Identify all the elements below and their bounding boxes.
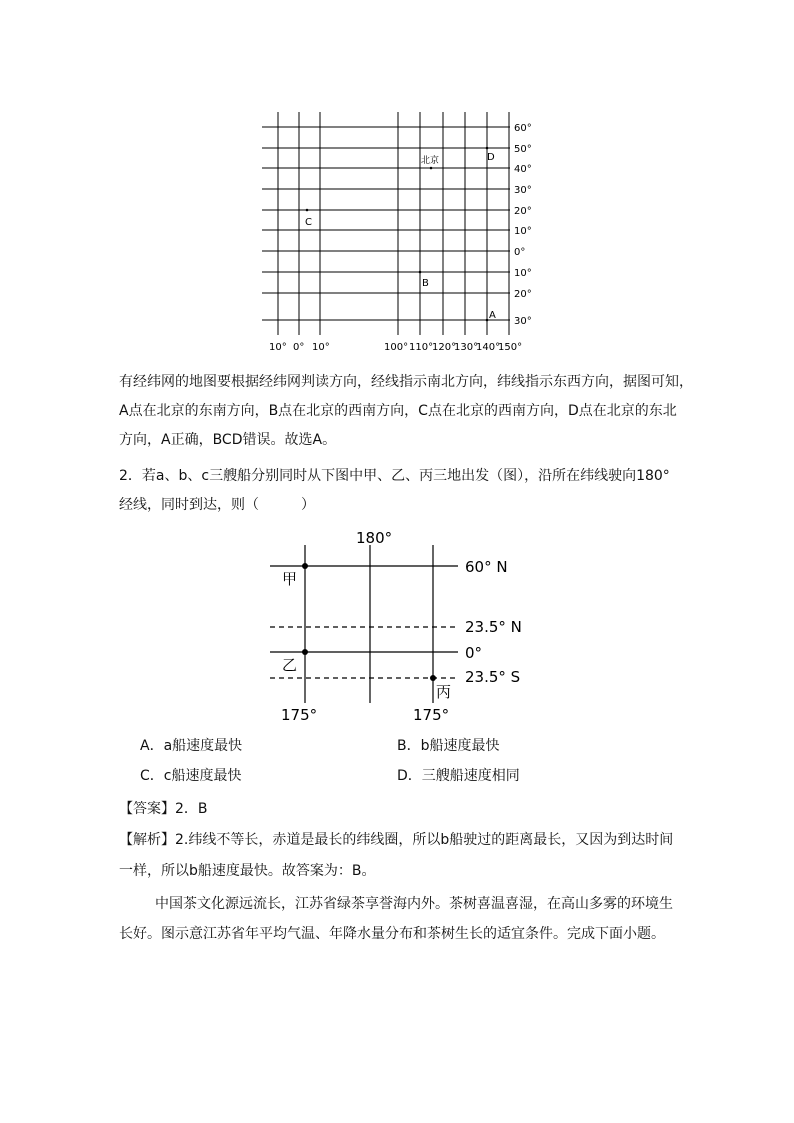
map2-label-175-left: 175°	[281, 706, 318, 724]
lon-label-10w: 10°	[269, 342, 287, 353]
lat-label-20s: 20°	[514, 289, 532, 300]
lon-label-0: 0°	[293, 342, 305, 353]
point-d-label: D	[487, 152, 495, 163]
point-a-dot	[486, 319, 489, 322]
lon-label-110e: 110°	[409, 342, 434, 353]
map2-label-60n: 60° N	[465, 558, 508, 576]
option-d: D．三艘船速度相同	[397, 768, 520, 784]
map1-grid	[262, 112, 510, 335]
lon-label-100e: 100°	[384, 342, 409, 353]
latlon-grid-map	[0, 0, 794, 360]
point-yi-label: 乙	[282, 656, 298, 674]
lat-label-30n: 30°	[514, 185, 532, 196]
lat-label-60n: 60°	[514, 123, 532, 134]
analysis-line-2: 一样，所以b船速度最快。故答案为：B。	[119, 863, 376, 879]
point-b-dot	[419, 271, 422, 274]
option-c: C．c船速度最快	[140, 768, 242, 784]
point-c-label: C	[305, 217, 312, 228]
point-a-label: A	[489, 310, 496, 321]
answer-line: 【答案】2．B	[119, 801, 208, 817]
point-b-label: B	[422, 278, 429, 289]
lat-label-50n: 50°	[514, 144, 532, 155]
lon-label-10e: 10°	[312, 342, 330, 353]
lat-label-10s: 10°	[514, 268, 532, 279]
explanation1-line-3: 方向，A正确，BCD错误。故选A。	[119, 432, 337, 448]
point-beijing-label: 北京	[421, 156, 440, 166]
question2-stem-line-2: 经线，同时到达，则（ ）	[119, 497, 315, 513]
lon-label-150e: 150°	[498, 342, 523, 353]
passage-line-1: 中国茶文化源远流长，江苏省绿茶享誉海内外。茶树喜温喜湿，在高山多雾的环境生	[155, 896, 673, 912]
map2-label-equator: 0°	[465, 644, 483, 662]
question2-stem-line-1: 2．若a、b、c三艘船分别同时从下图中甲、乙、丙三地出发（图），沿所在纬线驶向180°	[119, 468, 670, 484]
map2-label-175-right: 175°	[413, 706, 450, 724]
point-c-dot	[306, 209, 309, 212]
point-bing-label: 丙	[436, 683, 452, 701]
lon-label-130e: 130°	[454, 342, 479, 353]
map2-label-23s: 23.5° S	[465, 668, 521, 686]
point-bing-dot	[430, 675, 436, 681]
lat-label-0: 0°	[514, 247, 526, 258]
option-b: B．b船速度最快	[397, 738, 500, 754]
map2-label-180: 180°	[356, 529, 393, 547]
lat-label-40n: 40°	[514, 164, 532, 175]
option-a: A．a船速度最快	[140, 738, 243, 754]
point-jia-label: 甲	[282, 570, 298, 588]
lat-label-30s: 30°	[514, 316, 532, 327]
point-beijing-dot	[430, 167, 433, 170]
point-yi-dot	[302, 649, 308, 655]
explanation1-line-2: A点在北京的东南方向，B点在北京的西南方向，C点在北京的西南方向，D点在北京的东北	[119, 403, 677, 419]
explanation1-line-1: 有经纬网的地图要根据经纬网判读方向，经线指示南北方向，纬线指示东西方向，据图可知，	[119, 374, 693, 390]
lat-label-20n: 20°	[514, 206, 532, 217]
point-jia-dot	[302, 563, 308, 569]
lon-label-140e: 140°	[476, 342, 501, 353]
passage-line-2: 长好。图示意江苏省年平均气温、年降水量分布和茶树生长的适宜条件。完成下面小题。	[119, 926, 665, 942]
lat-label-10n: 10°	[514, 226, 532, 237]
lon-label-120e: 120°	[432, 342, 457, 353]
map2-label-23n: 23.5° N	[465, 618, 522, 636]
point-d-dot	[486, 147, 489, 150]
analysis-line-1: 【解析】2.纬线不等长，赤道是最长的纬线圈，所以b船驶过的距离最长，又因为到达时间	[119, 832, 674, 848]
